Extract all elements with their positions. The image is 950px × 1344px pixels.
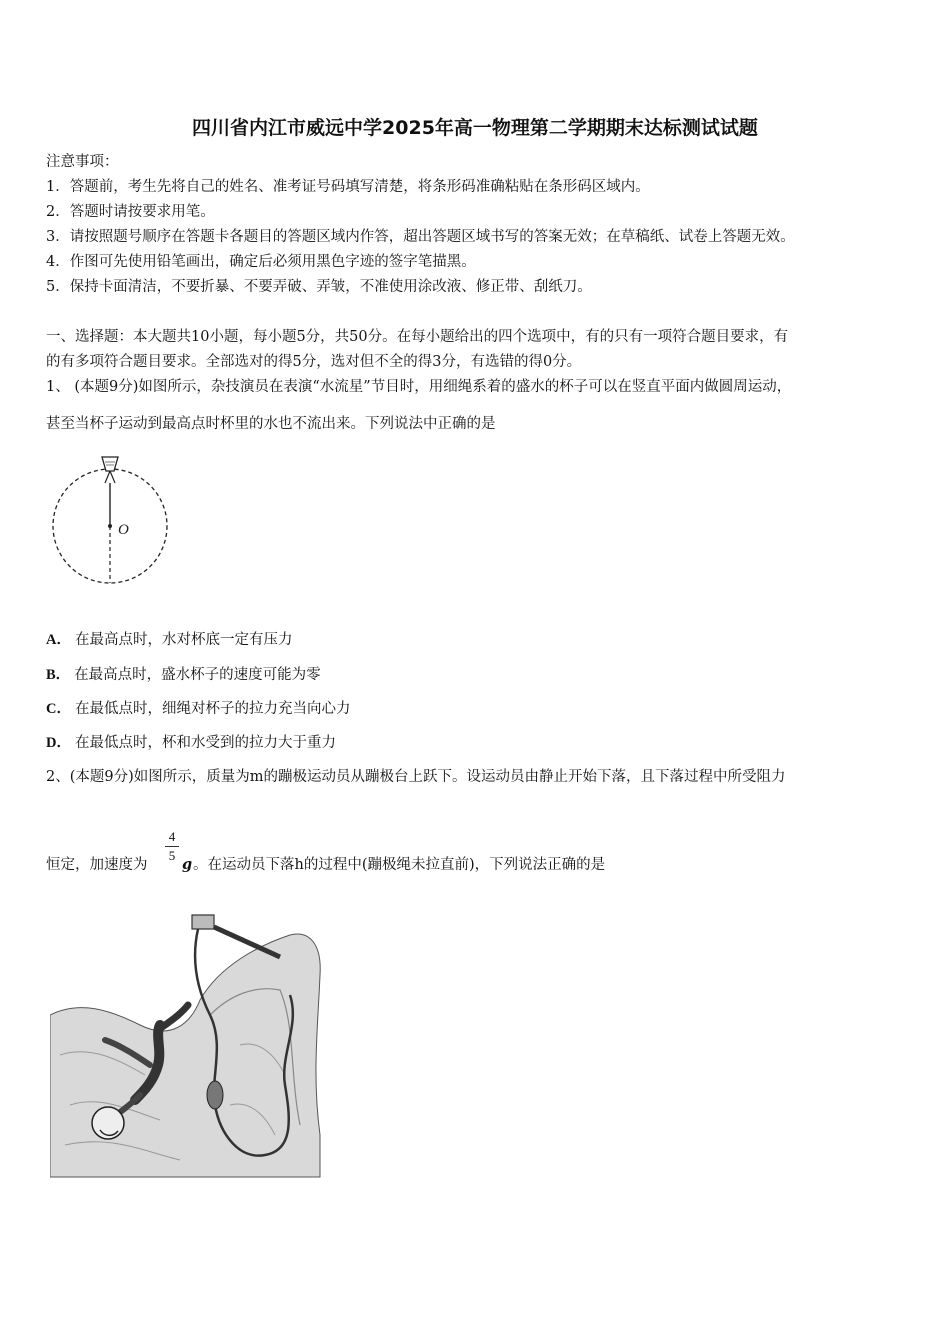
fraction-four-fifths (163, 829, 181, 864)
q2-stem-line1: 2、(本题9分)如图所示，质量为m的蹦极运动员从蹦极台上跃下。设运动员由静止开始下落，且下落过程中所受阻力 (46, 769, 786, 785)
notice-item-3: 3．请按照题号顺序在答题卡各题目的答题区域内作答，超出答题区域书写的答案无效；在草稿纸、试卷上答题无效。 (46, 229, 795, 245)
q2-g-symbol: g (182, 856, 193, 873)
q1-option-b: B． 在最高点时，盛水杯子的速度可能为零 (46, 667, 321, 683)
notice-item-4: 4．作图可先使用铅笔画出，确定后必须用黑色字迹的签字笔描黑。 (46, 254, 476, 270)
jump-platform (192, 915, 214, 929)
center-label: O (118, 522, 129, 538)
notice-item-5: 5．保持卡面清洁，不要折暴、不要弄破、弄皱，不准使用涂改液、修正带、刮纸刀。 (46, 279, 592, 295)
q2-bungee-figure (50, 905, 330, 1180)
fraction-denominator: 5 (168, 848, 176, 863)
notice-heading: 注意事项： (46, 154, 119, 170)
q1-circle-figure (50, 453, 175, 593)
q1-stem-line1: 1、 (本题9分)如图所示，杂技演员在表演“水流星”节目时，用细绳系着的盛水的杯子可以在竖直平面内做圆周运动， (46, 379, 792, 395)
q1-option-d: D． 在最低点时，杯和水受到的拉力大于重力 (46, 735, 336, 751)
notice-item-2: 2．答题时请按要求用笔。 (46, 204, 215, 220)
q2-stem-line2-before: 恒定，加速度为 (46, 857, 148, 873)
cliff-rock (50, 934, 320, 1177)
q1-option-c: C． 在最低点时，细绳对杯子的拉力充当向心力 (46, 701, 351, 717)
q1-stem-line2: 甚至当杯子运动到最高点时杯里的水也不流出来。下列说法中正确的是 (46, 416, 496, 432)
section1-intro-line1: 一、选择题：本大题共10小题，每小题5分，共50分。在每小题给出的四个选项中，有的只有一项符合题目要求，有 (46, 329, 789, 345)
page-title: 四川省内江市威远中学2025年高一物理第二学期期末达标测试试题 (192, 117, 758, 139)
fraction-numerator: 4 (168, 829, 176, 844)
section1-intro-line2: 的有多项符合题目要求。全部选对的得5分，选对但不全的得3分，有选错的得0分。 (46, 354, 582, 370)
q2-stem-line2-after: 。在运动员下落h的过程中(蹦极绳未拉直前)，下列说法正确的是 (193, 857, 606, 873)
q1-option-a: A． 在最高点时，水对杯底一定有压力 (46, 632, 293, 648)
notice-item-1: 1．答题前，考生先将自己的姓名、准考证号码填写清楚，将条形码准确粘贴在条形码区域内。 (46, 179, 650, 195)
jumper-head (92, 1107, 124, 1139)
